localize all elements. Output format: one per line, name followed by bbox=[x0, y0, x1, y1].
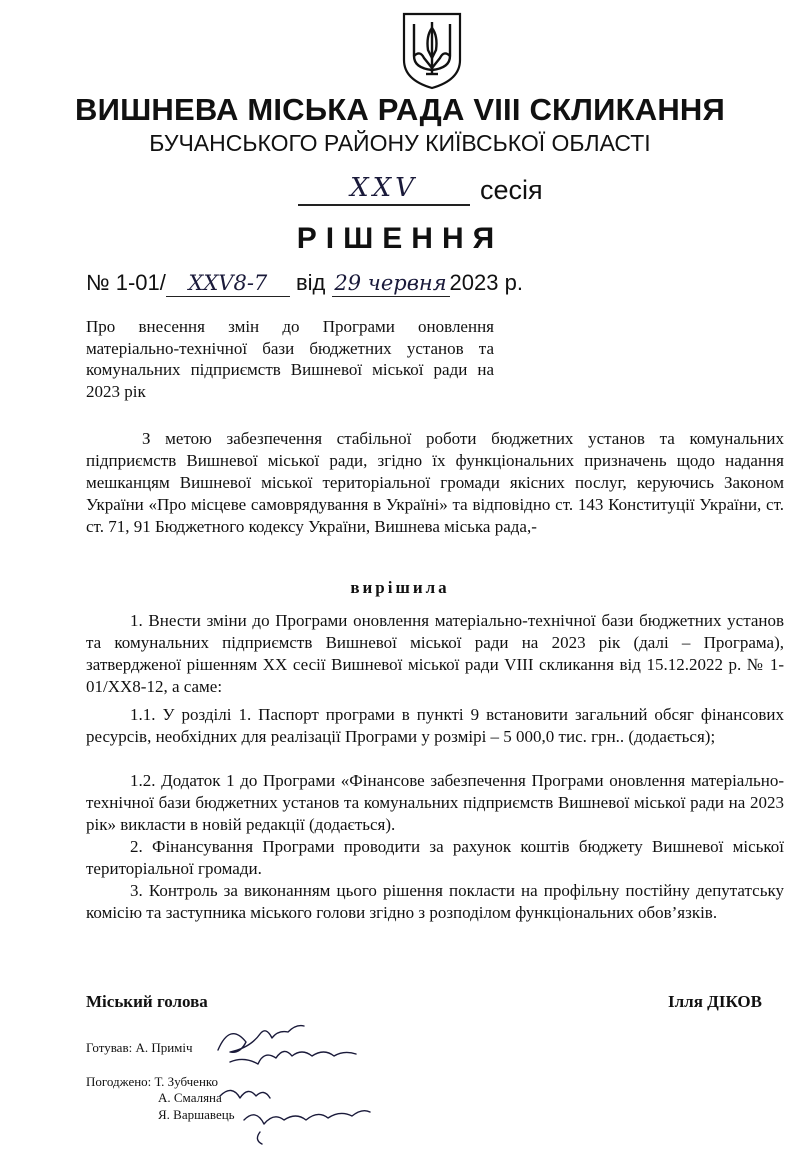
prepared-by: Готував: А. Приміч bbox=[86, 1040, 193, 1055]
council-name: ВИШНЕВА МІСЬКА РАДА VIII СКЛИКАННЯ bbox=[75, 92, 725, 127]
clause-1: 1. Внести зміни до Програми оновлення матеріально-технічної бази бюджетних установ та комунальних підприємств Вишневої міської ради на 2023 рік (далі – Програма), затвердженої рішенням ХХ сесії Вишневої міської ради VIII скликання від 15.12.2022 р. № 1-01/ХХ8-12, а саме: bbox=[86, 611, 784, 696]
clause-1-2: 1.2. Додаток 1 до Програми «Фінансове забезпечення Програми оновлення матеріально-технічної бази бюджетних установ та комунальних підприємств Вишневої міської ради на 2023 рік» викласти в новій редакції (додається). bbox=[86, 771, 784, 834]
district-name: БУЧАНСЬКОГО РАЙОНУ КИЇВСЬКОЇ ОБЛАСТІ bbox=[149, 130, 651, 156]
mayor-title: Міський голова bbox=[86, 992, 208, 1011]
session-word: сесія bbox=[480, 175, 543, 205]
clause-1-1: 1.1. У розділі 1. Паспорт програми в пункті 9 встановити загальний обсяг фінансових ресурсів, необхідних для реалізації Програми у розмірі – 5 000,0 тис. грн.. (додається); bbox=[86, 705, 784, 746]
approved-by-3: Я. Варшавець bbox=[158, 1107, 235, 1122]
number-prefix: № 1-01/ bbox=[86, 270, 166, 295]
intro-paragraph: З метою забезпечення стабільної роботи бюджетних установ та комунальних підприємств Вишневої міської ради, згідно їх функціональних призначень щодо надання мешканцям Вишневої міської територіальної громади якісних послуг, керуючись Законом України «Про місцеве самоврядування в Україні» та відповідно ст. 143 Конституції України, ст. ст. 71, 91 Бюджетного кодексу України, Вишнева міська рада,- bbox=[86, 429, 784, 536]
session-number-field bbox=[298, 174, 470, 206]
handwritten-signatures bbox=[200, 1012, 400, 1152]
date-field bbox=[332, 270, 450, 297]
session-line bbox=[298, 174, 598, 206]
decision-subject: Про внесення змін до Програми оновлення матеріально-технічної бази бюджетних установ та комунальних підприємств Вишневої міської ради на 2023 рік bbox=[86, 317, 494, 401]
decision-number: XXV8-7 bbox=[188, 271, 268, 295]
approved-by-2: А. Смаляна bbox=[158, 1090, 222, 1105]
decision-year: 2023 р. bbox=[449, 270, 523, 295]
resolved-heading: вирішила bbox=[350, 578, 450, 597]
date-prefix: від bbox=[295, 270, 326, 295]
clause-3: 3. Контроль за виконанням цього рішення покласти на профільну постійну депутатську комісію та заступника міського голови згідно з розподілом функціональних обов’язків. bbox=[86, 881, 784, 922]
mayor-name: Ілля ДІКОВ bbox=[668, 992, 762, 1011]
decision-number-line bbox=[86, 270, 523, 297]
session-number: XXV bbox=[350, 173, 418, 203]
decision-title: РІШЕННЯ bbox=[296, 222, 504, 255]
number-field bbox=[166, 270, 290, 297]
decision-date: 29 червня bbox=[334, 271, 447, 295]
clause-2: 2. Фінансування Програми проводити за рахунок коштів бюджету Вишневої міської територіальної громади. bbox=[86, 837, 784, 878]
approved-by-1: Погоджено: Т. Зубченко bbox=[86, 1074, 219, 1089]
coat-of-arms-icon bbox=[400, 10, 464, 90]
